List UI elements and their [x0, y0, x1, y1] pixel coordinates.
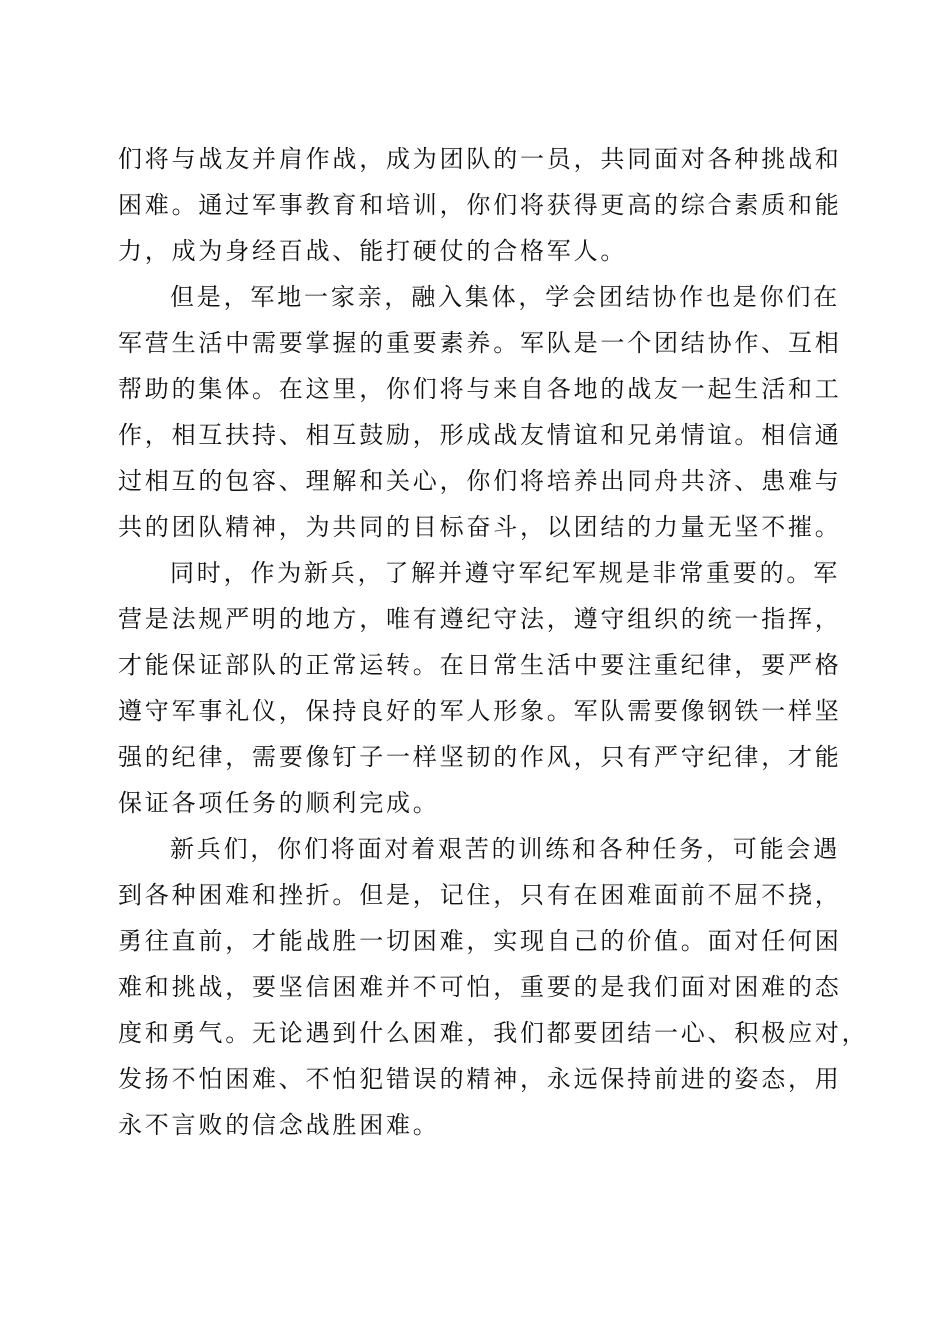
text-line: 保证各项任务的顺利完成。: [118, 789, 440, 817]
text-line: 作，相互扶持、相互鼓励，形成战友情谊和兄弟情谊。相信通: [118, 421, 842, 449]
paragraph-3: [118, 550, 842, 826]
text-line: 军营生活中需要掌握的重要素养。军队是一个团结协作、互相: [118, 329, 842, 357]
text-line: 同时，作为新兵，了解并遵守军纪军规是非常重要的。军: [170, 559, 840, 587]
text-line: 度和勇气。无论遇到什么困难，我们都要团结一心、积极应对，: [118, 1019, 869, 1047]
document-body: [118, 136, 869, 1148]
paragraph-4: [118, 826, 869, 1148]
text-line: 帮助的集体。在这里，你们将与来自各地的战友一起生活和工: [118, 375, 842, 403]
paragraph-2: [118, 274, 842, 550]
text-line: 勇往直前，才能战胜一切困难，实现自己的价值。面对任何困: [118, 927, 842, 955]
text-line: 难和挑战，要坚信困难并不可怕，重要的是我们面对困难的态: [118, 973, 842, 1001]
text-line: 到各种困难和挫折。但是，记住，只有在困难面前不屈不挠，: [118, 881, 842, 909]
text-line: 永不言败的信念战胜困难。: [118, 1111, 440, 1139]
text-line: 新兵们，你们将面对着艰苦的训练和各种任务，可能会遇: [170, 835, 840, 863]
text-line: 发扬不怕困难、不怕犯错误的精神，永远保持前进的姿态，用: [118, 1065, 842, 1093]
text-line: 困难。通过军事教育和培训，你们将获得更高的综合素质和能: [118, 191, 842, 219]
text-line: 才能保证部队的正常运转。在日常生活中要注重纪律，要严格: [118, 651, 842, 679]
text-line: 共的团队精神，为共同的目标奋斗，以团结的力量无坚不摧。: [118, 513, 842, 541]
text-line: 遵守军事礼仪，保持良好的军人形象。军队需要像钢铁一样坚: [118, 697, 842, 725]
text-line: 力，成为身经百战、能打硬仗的合格军人。: [118, 237, 628, 265]
text-line: 强的纪律，需要像钉子一样坚韧的作风，只有严守纪律，才能: [118, 743, 842, 771]
text-line: 但是，军地一家亲，融入集体，学会团结协作也是你们在: [170, 283, 840, 311]
paragraph-1: [118, 136, 842, 274]
text-line: 们将与战友并肩作战，成为团队的一员，共同面对各种挑战和: [118, 145, 842, 173]
text-line: 过相互的包容、理解和关心，你们将培养出同舟共济、患难与: [118, 467, 842, 495]
text-line: 营是法规严明的地方，唯有遵纪守法，遵守组织的统一指挥，: [118, 605, 842, 633]
